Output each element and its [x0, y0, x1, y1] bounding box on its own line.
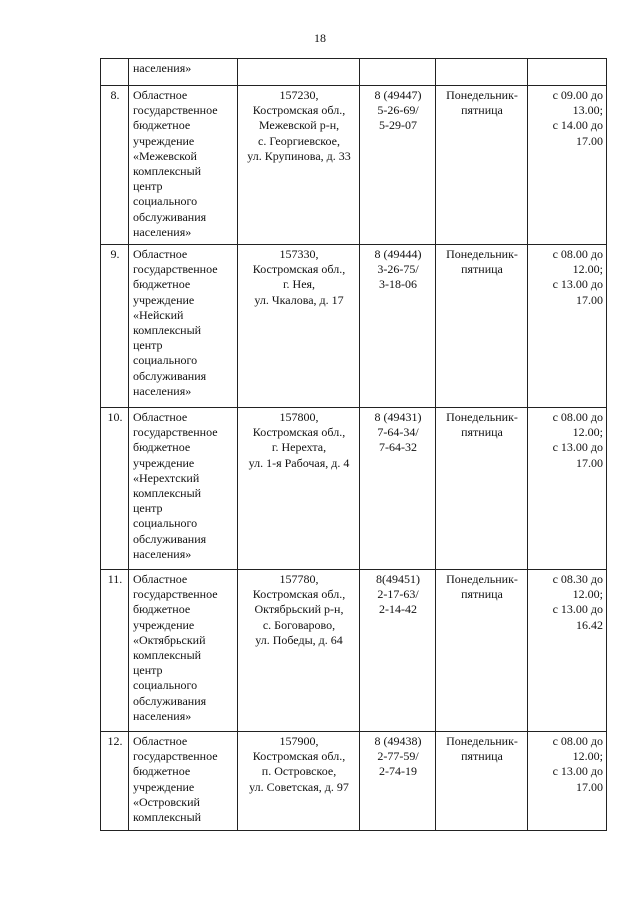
working-days: Понедельник- пятница [436, 86, 528, 245]
institution-name: Областное государственное бюджетное учреждение «Нерехтский комплексный центр социального обслуживания населения» [129, 408, 238, 570]
table-row [101, 59, 607, 86]
table-row [101, 408, 607, 570]
row-number: 12. [101, 732, 129, 831]
working-days: Понедельник- пятница [436, 408, 528, 570]
institution-address: 157330, Костромская обл., г. Нея, ул. Чкалова, д. 17 [238, 245, 360, 408]
row-number: 10. [101, 408, 129, 570]
working-hours: с 09.00 до 13.00; с 14.00 до 17.00 [528, 86, 607, 245]
table-row [101, 86, 607, 245]
working-hours: с 08.30 до 12.00; с 13.00 до 16.42 [528, 570, 607, 732]
institution-phone: 8 (49447) 5-26-69/ 5-29-07 [360, 86, 436, 245]
institution-address: 157780, Костромская обл., Октябрьский р-н, с. Боговарово, ул. Победы, д. 64 [238, 570, 360, 732]
table-row [101, 245, 607, 408]
institutions-table [100, 58, 607, 831]
institution-address: 157230, Костромская обл., Межевской р-н, с. Георгиевское, ул. Крупинова, д. 33 [238, 86, 360, 245]
row-number: 8. [101, 86, 129, 245]
institution-phone: 8(49451) 2-17-63/ 2-14-42 [360, 570, 436, 732]
page-number: 18 [314, 31, 326, 45]
working-hours: с 08.00 до 12.00; с 13.00 до 17.00 [528, 245, 607, 408]
institution-address: 157900, Костромская обл., п. Островское, ул. Советская, д. 97 [238, 732, 360, 831]
institution-name: Областное государственное бюджетное учреждение «Нейский комплексный центр социального обслуживания населения» [129, 245, 238, 408]
institution-name: Областное государственное бюджетное учреждение «Октябрьский комплексный центр социального обслуживания населения» [129, 570, 238, 732]
working-days [436, 59, 528, 86]
institution-phone: 8 (49444) 3-26-75/ 3-18-06 [360, 245, 436, 408]
working-days: Понедельник- пятница [436, 570, 528, 732]
institution-name: Областное государственное бюджетное учреждение «Островский комплексный [129, 732, 238, 831]
institution-name: населения» [129, 59, 238, 86]
institution-phone: 8 (49431) 7-64-34/ 7-64-32 [360, 408, 436, 570]
institution-address [238, 59, 360, 86]
institution-phone [360, 59, 436, 86]
working-days: Понедельник- пятница [436, 732, 528, 831]
row-number: 9. [101, 245, 129, 408]
table-row [101, 570, 607, 732]
institution-name: Областное государственное бюджетное учреждение «Межевской комплексный центр социального обслуживания населения» [129, 86, 238, 245]
row-number: 11. [101, 570, 129, 732]
institution-phone: 8 (49438) 2-77-59/ 2-74-19 [360, 732, 436, 831]
table-row [101, 732, 607, 831]
working-hours: с 08.00 до 12.00; с 13.00 до 17.00 [528, 732, 607, 831]
working-hours [528, 59, 607, 86]
working-hours: с 08.00 до 12.00; с 13.00 до 17.00 [528, 408, 607, 570]
row-number [101, 59, 129, 86]
working-days: Понедельник- пятница [436, 245, 528, 408]
institution-address: 157800, Костромская обл., г. Нерехта, ул. 1-я Рабочая, д. 4 [238, 408, 360, 570]
